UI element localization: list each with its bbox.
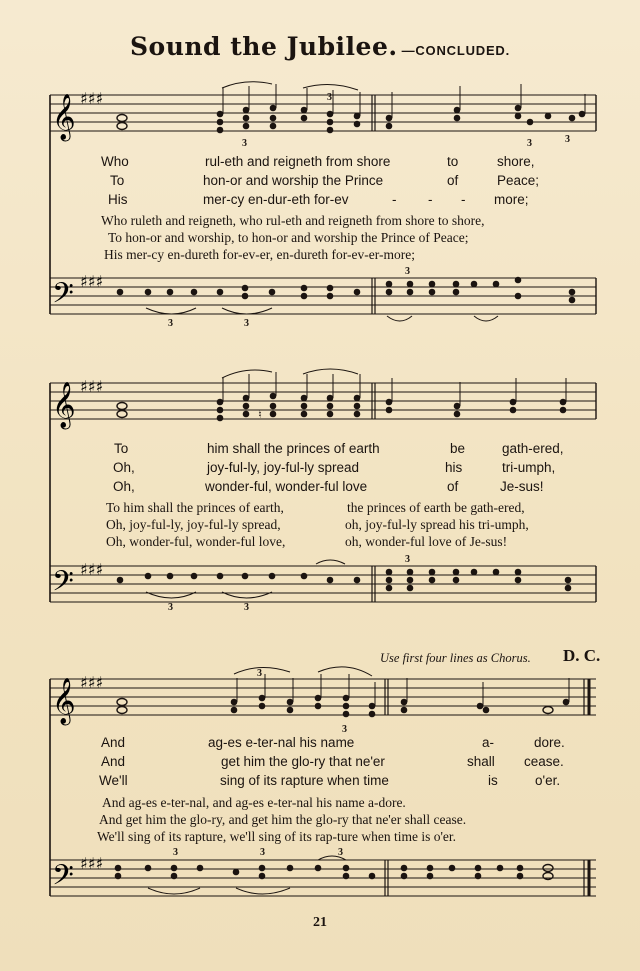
- svg-text:♯♯♯: ♯♯♯: [80, 377, 104, 396]
- svg-text:3: 3: [260, 847, 265, 858]
- svg-text:3: 3: [338, 847, 343, 858]
- svg-text:♯♯♯: ♯♯♯: [80, 560, 104, 579]
- system3-melody-line-2: And get him the glo-ry that ne'er shall cease.: [101, 754, 564, 769]
- svg-text:𝄢: 𝄢: [52, 859, 74, 899]
- chorus-instruction: Use first four lines as Chorus.: [380, 651, 531, 665]
- svg-text:♯♯♯: ♯♯♯: [80, 854, 104, 873]
- system3-bass-line-1: And ag-es e-ter-nal, and ag-es e-ter-nal his name a-dore.: [102, 795, 406, 810]
- system2-melody-line-2: Oh, joy-ful-ly, joy-ful-ly spread his tri-umph,: [113, 460, 556, 475]
- system3-melody-line-1: And ag-es e-ter-nal his name a- dore.: [101, 735, 565, 750]
- da-capo-mark: D. C.: [563, 646, 601, 665]
- svg-text:3: 3: [244, 602, 249, 613]
- svg-text:𝄞: 𝄞: [52, 382, 76, 428]
- system1-melody-line-2: To hon-or and worship the Prince of Peace;: [110, 173, 540, 188]
- svg-text:3: 3: [527, 138, 532, 149]
- page-number: 21: [313, 915, 327, 930]
- svg-text:3: 3: [257, 668, 262, 679]
- system3-bass-line-3: We'll sing of its rapture, we'll sing of its rap-ture when time is o'er.: [97, 829, 457, 844]
- svg-text:3: 3: [244, 318, 249, 329]
- system1-bass-line-1: Who ruleth and reigneth, who rul-eth and reigneth from shore to shore,: [101, 213, 485, 228]
- svg-text:3: 3: [173, 847, 178, 858]
- system1-melody-line-1: Who rul-eth and reigneth from shore to shore,: [101, 154, 535, 169]
- svg-text:3: 3: [327, 92, 332, 103]
- system2-melody-line-1: To him shall the princes of earth be gath-ered,: [114, 441, 564, 456]
- system2-melody-line-3: Oh, wonder-ful, wonder-ful love of Je-sus!: [113, 479, 544, 494]
- svg-text:♮: ♮: [258, 408, 262, 421]
- system1-bass-line-3: His mer-cy en-dureth for-ev-er, en-dureth for-ev-er-more;: [104, 247, 415, 262]
- svg-text:3: 3: [168, 602, 173, 613]
- svg-text:3: 3: [242, 138, 247, 149]
- svg-text:3: 3: [168, 318, 173, 329]
- svg-text:3: 3: [405, 266, 410, 277]
- music-system-1: [0, 80, 640, 340]
- system2-bass-line-2: Oh, joy-ful-ly, joy-ful-ly spread, oh, joy-ful-ly spread his tri-umph,: [106, 517, 529, 532]
- svg-text:♯♯♯: ♯♯♯: [80, 673, 104, 692]
- svg-text:♯♯♯: ♯♯♯: [80, 89, 104, 108]
- svg-text:𝄢: 𝄢: [52, 277, 74, 317]
- title-main: Sound the Jubilee.: [129, 32, 398, 61]
- system1-bass-line-2: To hon-or and worship, to hon-or and worship the Prince of Peace;: [108, 230, 469, 245]
- svg-text:3: 3: [565, 134, 570, 145]
- hymn-title: [0, 32, 640, 61]
- svg-text:𝄞: 𝄞: [52, 678, 76, 724]
- title-suffix: —CONCLUDED.: [401, 43, 511, 58]
- system3-melody-line-3: We'll sing of its rapture when time is o'er.: [99, 773, 561, 788]
- system1-melody-line-3: His mer-cy en-dur-eth for-ev - - - more;: [108, 192, 529, 207]
- system2-bass-line-1: To him shall the princes of earth, the princes of earth be gath-ered,: [106, 500, 525, 515]
- svg-text:𝄢: 𝄢: [52, 565, 74, 605]
- svg-text:𝄞: 𝄞: [52, 94, 76, 140]
- svg-text:♯♯♯: ♯♯♯: [80, 272, 104, 291]
- system2-bass-line-3: Oh, wonder-ful, wonder-ful love, oh, wonder-ful love of Je-sus!: [106, 534, 508, 549]
- system3-bass-line-2: And get him the glo-ry, and get him the glo-ry that ne'er shall cease.: [99, 812, 467, 827]
- svg-text:3: 3: [405, 554, 410, 565]
- svg-text:3: 3: [342, 724, 347, 735]
